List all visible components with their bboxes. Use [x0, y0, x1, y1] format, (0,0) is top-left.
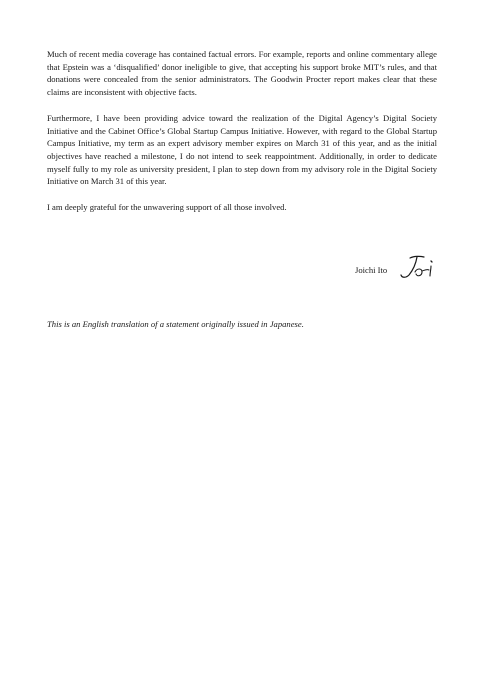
paragraph-media-coverage: Much of recent media coverage has contained factual errors. For example, reports and online commentary allege that Epstein was a ‘disqualified’ donor ineligible to give, that accepting his support broke MIT’s rules, and that donations were concealed from the senior administrators. The Goodwin Procter report makes clear that these claims are inconsistent with objective facts. [47, 49, 437, 98]
signatory-name: Joichi Ito [355, 265, 388, 275]
signature-block [300, 254, 450, 284]
paragraph-advisory-roles: Furthermore, I have been providing advice toward the realization of the Digital Agency’s Digital Society Initiative and the Cabinet Office’s Global Startup Campus Initiative. However, with regard to the Global Startup Campus Initiative, my term as an expert advisory member expires on March 31 of this year, and as the initial objectives have reached a milestone, I do not intend to seek reappointment. Additionally, in order to dedicate myself fully to my role as university president, I plan to step down from my advisory role in the Digital Society Initiative on March 31 of this year. [47, 112, 437, 187]
paragraph-gratitude: I am deeply grateful for the unwavering support of all those involved. [47, 202, 287, 213]
handwritten-signature-icon [396, 254, 440, 282]
statement-body [47, 48, 437, 214]
translation-note: This is an English translation of a statement originally issued in Japanese. [47, 319, 304, 329]
